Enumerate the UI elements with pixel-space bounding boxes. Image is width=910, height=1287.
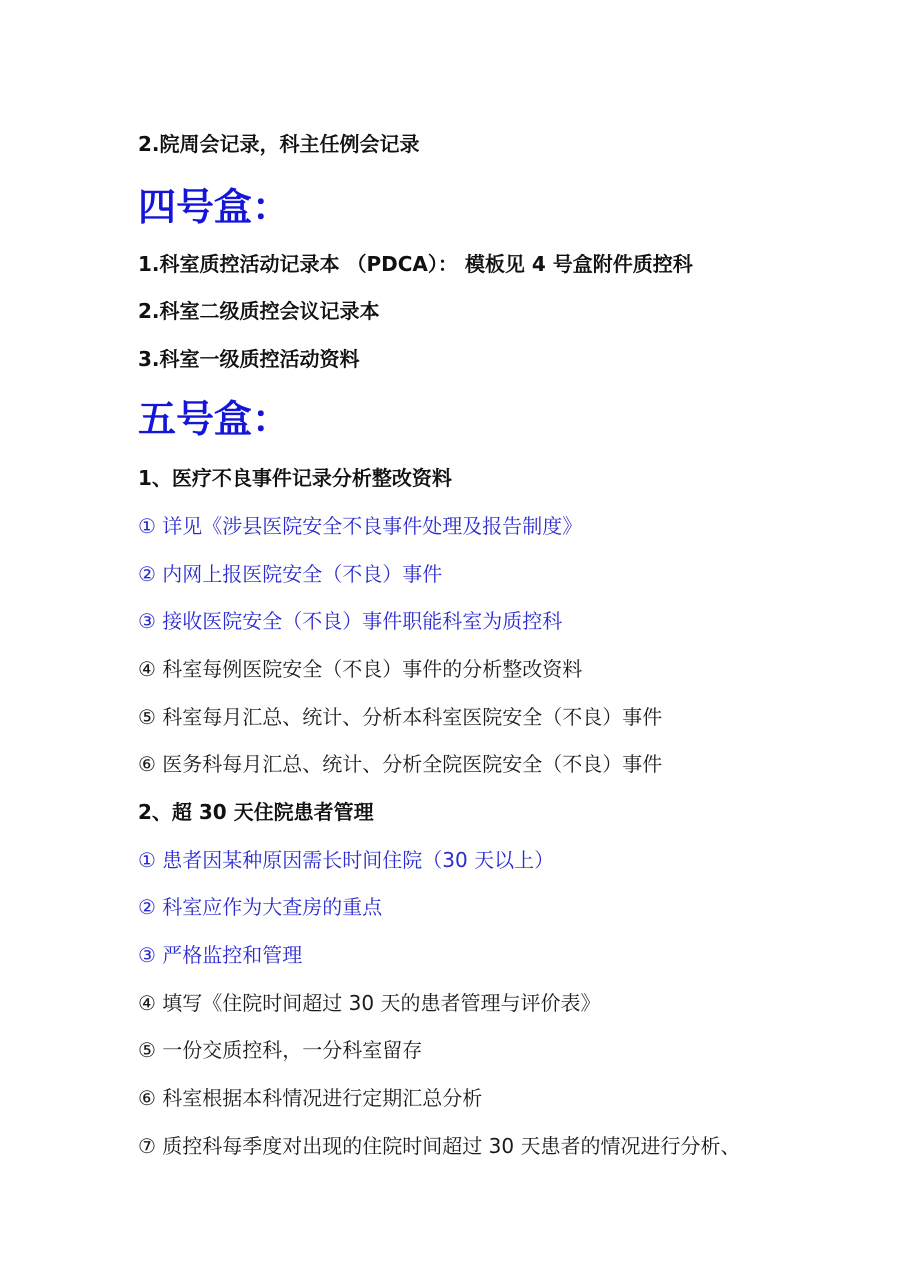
box4-item-3: 3.科室一级质控活动资料 [138, 347, 360, 371]
box4-item-1: 1.科室质控活动记录本 （PDCA）： 模板见 4 号盒附件质控科 [138, 252, 693, 276]
section1-item-6: ⑥ 医务科每月汇总、统计、分析全院医院安全（不良）事件 [138, 752, 663, 776]
section1-item-2: ② 内网上报医院安全（不良）事件 [138, 562, 443, 586]
section2-item-7: ⑦ 质控科每季度对出现的住院时间超过 30 天患者的情况进行分析、 [138, 1134, 741, 1158]
section1-item-4: ④ 科室每例医院安全（不良）事件的分析整改资料 [138, 657, 583, 681]
section2-item-4: ④ 填写《住院时间超过 30 天的患者管理与评价表》 [138, 991, 601, 1015]
section2-item-3: ③ 严格监控和管理 [138, 943, 303, 967]
box5-section1-title: 1、医疗不良事件记录分析整改资料 [138, 466, 452, 490]
box5-section2-title: 2、超 30 天住院患者管理 [138, 800, 374, 824]
intro-item: 2.院周会记录，科主任例会记录 [138, 132, 420, 156]
box5-heading: 五号盒： [138, 397, 291, 441]
section1-item-5: ⑤ 科室每月汇总、统计、分析本科室医院安全（不良）事件 [138, 705, 663, 729]
section2-item-6: ⑥ 科室根据本科情况进行定期汇总分析 [138, 1086, 483, 1110]
section2-item-1: ① 患者因某种原因需长时间住院（30 天以上） [138, 848, 555, 872]
section1-item-3: ③ 接收医院安全（不良）事件职能科室为质控科 [138, 609, 563, 633]
box4-heading: 四号盒： [138, 185, 291, 229]
section2-item-5: ⑤ 一份交质控科，一分科室留存 [138, 1038, 423, 1062]
box4-item-2: 2.科室二级质控会议记录本 [138, 299, 380, 323]
section1-item-1: ① 详见《涉县医院安全不良事件处理及报告制度》 [138, 514, 583, 538]
section2-item-2: ② 科室应作为大查房的重点 [138, 895, 383, 919]
